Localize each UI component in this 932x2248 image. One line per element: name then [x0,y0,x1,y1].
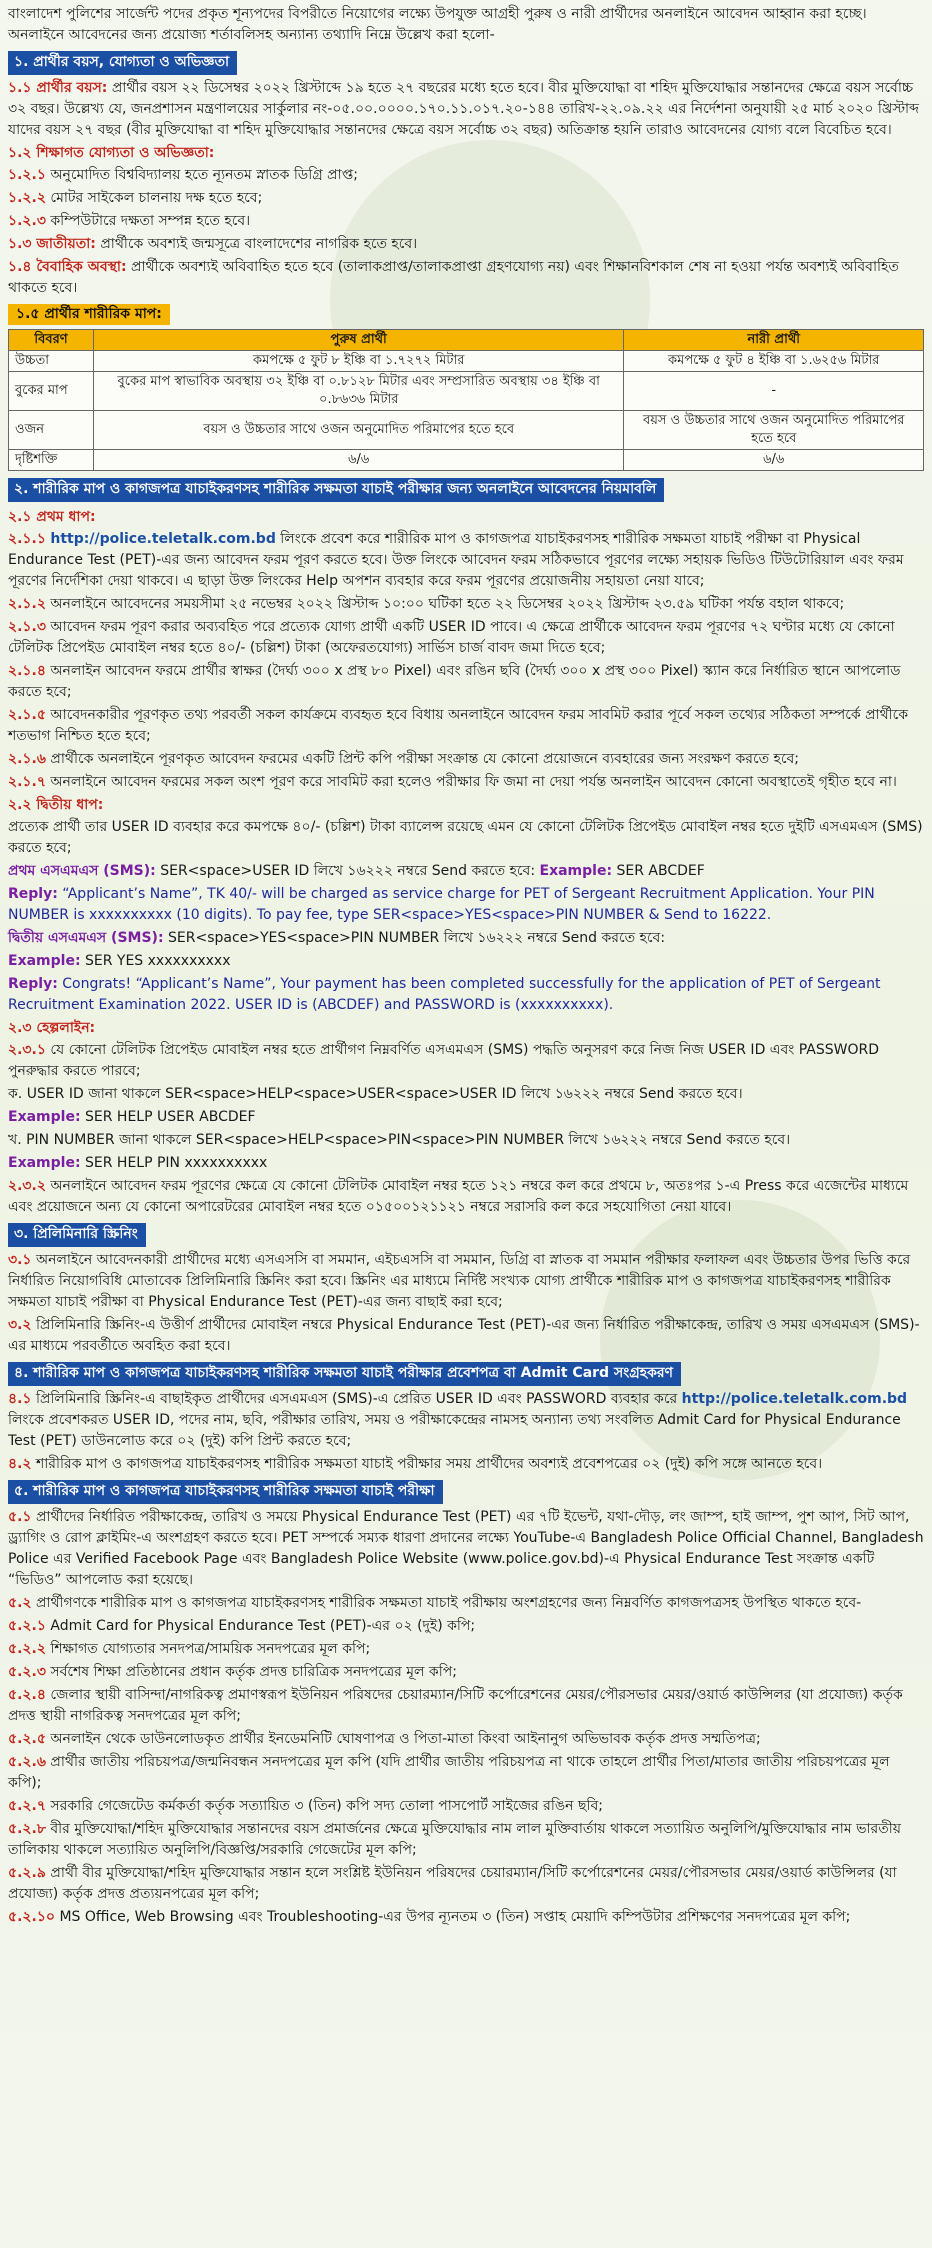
section-2-header: ২. শারীরিক মাপ ও কাগজপত্র যাচাইকরণসহ শারীরিক সক্ষমতা যাচাই পরীক্ষার জন্য অনলাইনে আবেদনের নিয়মাবলি [8,478,664,502]
table-cell: বুকের মাপ স্বাভাবিক অবস্থায় ৩২ ইঞ্চি বা ০.৮১২৮ মিটার এবং সম্প্রসারিত অবস্থায় ৩৪ ইঞ্চি বা ০.৮৬৩৬ মিটার [94,372,624,411]
item-number: ৪.২ [8,1456,32,1472]
education-item [8,211,924,232]
education-item [8,188,924,209]
item-text: আবেদন ফরম পূরণ করার অব্যবহিত পরে প্রত্যেক যোগ্য প্রার্থী একটি USER ID পাবে। এ ক্ষেত্রে প্রার্থীকে আবেদন ফরম পূরণের ৭২ ঘণ্টার মধ্যে যে কোনো টেলিটক প্রিপেইড মোবাইল নম্বর হতে ৪০/- (চল্লিশ) টাকা (অফেরতযোগ্য) সার্ভিস চার্জ বাবদ জমা দিতে হবে; [8,619,895,656]
item-text: জেলার স্থায়ী বাসিন্দা/নাগরিকত্ব প্রমাণস্বরূপ ইউনিয়ন পরিষদের চেয়ারম্যান/সিটি কর্পোরেশনের মেয়র/পৌরসভার মেয়র/ওয়ার্ড কাউন্সিলর (যা প্রযোজ্য) কর্তৃক প্রদত্ত স্থায়ী নাগরিকত্ব সনদপত্রের মূল কপি; [8,1687,903,1724]
age-label: ১.১ প্রার্থীর বয়স: [8,80,108,96]
section-3-header: ৩. প্রিলিমিনারি স্ক্রিনিং [8,1223,146,1247]
item-text: প্রার্থীদের নির্ধারিত পরীক্ষাকেন্দ্র, তারিখ ও সময়ে Physical Endurance Test (PET) এর ৭টি ইভেন্ট, যথা-দৌড়, লং জাম্প, হাই জাম্প, পুশ আপ, সিট আপ, ড্র্যাগিং ও রোপ ক্লাইমিং-এ অংশগ্রহণ করতে হবে। PET সম্পর্কে সম্যক ধারণা প্রদানের লক্ষ্যে YouTube-এ Bangladesh Police Official Channel, Bangladesh Police এর Verified Facebook Page এবং Bangladesh Police Website (www.police.gov.bd)-এ Physical Endurance Test সংক্রান্ত একটি “ভিডিও” আপলোড করা হয়েছে। [8,1509,924,1588]
table-header-cell: নারী প্রার্থী [624,330,924,351]
helpline-item [8,1176,924,1218]
item-text: প্রার্থীর জাতীয় পরিচয়পত্র/জন্মনিবন্ধন সনদপত্রের মূল কপি (যদি প্রার্থীর জাতীয় পরিচয়পত্র না থাকে তাহলে প্রার্থীর পিতা/মাতার জাতীয় পরিচয়পত্রের মূল কপি); [8,1754,890,1791]
section-1-header: ১. প্রার্থীর বয়স, যোগ্যতা ও অভিজ্ঞতা [8,51,237,75]
table-row [9,351,924,372]
education-header: ১.২ শিক্ষাগত যোগ্যতা ও অভিজ্ঞতা: [8,145,215,161]
table-row [9,372,924,411]
item-text: মোটর সাইকেল চালনায় দক্ষ হতে হবে; [50,190,263,206]
item-number: ২.১.৫ [8,707,46,723]
screening-item [8,1315,924,1357]
step-1-item [8,529,924,592]
reply-text: Congrats! “Applicant’s Name”, Your payment has been completed successfully for the application of PET of Sergeant Recruitment Examination 2022. USER ID is (ABCDEF) and PASSWORD is (xxxxxxxxxx). [8,976,881,1013]
item-number: ১.২.২ [8,190,46,206]
item-text: প্রার্থীগণকে শারীরিক মাপ ও কাগজপত্র যাচাইকরণসহ শারীরিক সক্ষমতা যাচাই পরীক্ষায় অংশগ্রহণের জন্য নিম্নবর্ণিত কাগজপত্রসহ উপস্থিত থাকতে হবে- [35,1595,862,1611]
item-number: ৩.১ [8,1252,32,1268]
item-number: ৫.২ [8,1595,32,1611]
item-text: কম্পিউটারে দক্ষতা সম্পন্ন হতে হবে। [50,213,251,229]
item-text: শিক্ষাগত যোগ্যতার সনদপত্র/সাময়িক সনদপত্রের মূল কপি; [50,1641,371,1657]
helpline-sub-a: ক. USER ID জানা থাকলে SER<space>HELP<space>USER<space>USER ID লিখে ১৬২২২ নম্বরে Send করতে হবে। [8,1086,743,1102]
item-text: লিংকে প্রবেশ করে শারীরিক মাপ ও কাগজপত্র যাচাইকরণসহ শারীরিক সক্ষমতা যাচাই পরীক্ষা বা Physical Endurance Test (PET)-এর জন্য আবেদন ফরম পূরণ করতে হবে। উক্ত লিংকে আবেদন ফরম সঠিকভাবে পূরণের লক্ষ্যে সহায়ক ভিডিও টিউটোরিয়াল এবং ফরম পূরণের নির্দেশিকা দেয়া থাকবে। এ ছাড়া উক্ত লিংকের Help অপশন ব্যবহার করে ফরম পূরণের প্রয়োজনীয় সহায়তা নেয়া যাবে; [8,531,904,589]
item-number: ২.৩.১ [8,1042,46,1058]
nationality-label: ১.৩ জাতীয়তা: [8,236,96,252]
item-number: ৫.২.৬ [8,1754,46,1770]
item-text: প্রার্থী বীর মুক্তিযোদ্ধা/শহিদ মুক্তিযোদ্ধার সন্তান হলে সংশ্লিষ্ট ইউনিয়ন পরিষদের চেয়ারম্যান/সিটি কর্পোরেশনের মেয়র/পৌরসভার মেয়র/ওয়ার্ড কাউন্সিলর (যা প্রযোজ্য) কর্তৃক প্রদত্ত প্রত্যয়নপত্রের মূল কপি; [8,1865,897,1902]
section-4-header: ৪. শারীরিক মাপ ও কাগজপত্র যাচাইকরণসহ শারীরিক সক্ষমতা যাচাই পরীক্ষার প্রবেশপত্র বা Admit Card সংগ্রহকরণ [8,1362,681,1386]
pet-item [8,1507,924,1591]
physical-measure-table [8,329,924,471]
document-list-item [8,1662,924,1683]
document-list-item [8,1907,924,1928]
sms-1-text: SER<space>USER ID লিখে ১৬২২২ নম্বরে Send করতে হবে: [160,863,536,879]
item-number: ৫.২.৪ [8,1687,46,1703]
marital-text: প্রার্থীকে অবশ্যই অবিবাহিত হতে হবে (তালাকপ্রাপ্ত/তালাকপ্রাপ্তা গ্রহণযোগ্য নয়) এবং শিক্ষানবিশকাল শেষ না হওয়া পর্যন্ত অবশ্যই অবিবাহিত থাকতে হবে। [8,259,899,296]
table-cell: উচ্চতা [9,351,94,372]
step-1-item [8,661,924,703]
item-text: অনলাইনে আবেদন ফরম পূরণের ক্ষেত্রে যে কোনো টেলিটক মোবাইল নম্বর হতে ১২১ নম্বরে কল করে প্রথমে ৮, অতঃপর ১-এ Press করে এজেন্টের মাধ্যমে এবং প্রয়োজনে অন্য যে কোনো অপারেটরের মোবাইল নম্বর হতে ০১৫০০১২১১২১ নম্বরে সরাসরি কল করে সহযোগিতা নেয়া যাবে। [8,1178,909,1215]
item-number: ৩.২ [8,1317,32,1333]
table-cell: কমপক্ষে ৫ ফুট ৪ ইঞ্চি বা ১.৬২৫৬ মিটার [624,351,924,372]
step-1-item [8,594,924,615]
table-header-row [9,330,924,351]
sms-2-example [8,951,924,972]
step-2-text: প্রত্যেক প্রার্থী তার USER ID ব্যবহার করে কমপক্ষে ৪০/- (চল্লিশ) টাকা ব্যালেন্স রয়েছে এমন যে কোনো টেলিটক প্রিপেইড মোবাইল নম্বর হতে দুইটি এসএমএস (SMS) করতে হবে; [8,819,923,856]
document-list-item [8,1616,924,1637]
item-text: বীর মুক্তিযোদ্ধা/শহিদ মুক্তিযোদ্ধার সন্তানদের বয়স প্রমার্জনের ক্ষেত্রে মুক্তিযোদ্ধার নাম লাল মুক্তিবার্তায় থাকলে সত্যায়িত অনুলিপি/মুক্তিযোদ্ধার নাম ভারতীয় তালিকায় থাকলে সত্যায়িত অনুলিপি/বিজ্ঞপ্তি/সরকারি গেজেটের মূল কপি; [8,1821,902,1858]
pet-item [8,1593,924,1614]
table-cell: বুকের মাপ [9,372,94,411]
item-number: ২.১.১ [8,531,46,547]
reply-1 [8,884,924,926]
example-value: SER HELP PIN xxxxxxxxxx [85,1155,268,1171]
document-list-item [8,1729,924,1750]
item-text: অনলাইনে আবেদনকারী প্রার্থীদের মধ্যে এসএসসি বা সমমান, এইচএসসি বা সমমান, ডিগ্রি বা স্নাতক বা সমমান পরীক্ষার ফলাফল এবং উচ্চতার উপর ভিত্তি করে নির্ধারিত নিয়োগবিধি মোতাবেক প্রিলিমিনারি স্ক্রিনিং করা হবে। স্ক্রিনিং এর মাধ্যমে নির্দিষ্ট সংখ্যক যোগ্য প্রার্থীকে শারীরিক মাপ ও কাগজপত্র যাচাইকরণসহ শারীরিক সক্ষমতা যাচাই পরীক্ষা বা Physical Endurance Test (PET)-এর জন্য বাছাই করা হবে; [8,1252,911,1310]
teletalk-link[interactable]: http://police.teletalk.com.bd [50,531,276,547]
step-1-item [8,705,924,747]
item-text: অনলাইনে আবেদনের সময়সীমা ২৫ নভেম্বর ২০২২ খ্রিস্টাব্দ ১০:০০ ঘটিকা হতে ২২ ডিসেম্বর ২০২২ খ্রিস্টাব্দ ২৩.৫৯ ঘটিকা পর্যন্ত বহাল থাকবে; [50,596,845,612]
item-text: শারীরিক মাপ ও কাগজপত্র যাচাইকরণসহ শারীরিক সক্ষমতা যাচাই পরীক্ষার সময় প্রার্থীদের অবশ্যই প্রবেশপত্রের ০২ (দুই) কপি সঙ্গে আনতে হবে। [35,1456,823,1472]
document-list-item [8,1752,924,1794]
item-text: অনুমোদিত বিশ্ববিদ্যালয় হতে ন্যূনতম স্নাতক ডিগ্রি প্রাপ্ত; [50,167,358,183]
item-text: অনলাইন থেকে ডাউনলোডকৃত প্রার্থীর ইনডেমনিটি ঘোষণাপত্র ও পিতা-মাতা কিংবা আইনানুগ অভিভাবক কর্তৃক প্রদত্ত সম্মতিপত্র; [50,1731,761,1747]
step-1-header: ২.১ প্রথম ধাপ: [8,509,96,525]
table-row [9,411,924,450]
document-list-item [8,1796,924,1817]
example-label: Example: [8,1109,81,1125]
item-text: লিংকে প্রবেশকরত USER ID, পদের নাম, ছবি, পরীক্ষার তারিখ, সময় ও পরীক্ষাকেন্দ্রের নামসহ অন্যান্য তথ্য সংবলিত Admit Card for Physical Endurance Test (PET) ডাউনলোড করে ০২ (দুই) কপি প্রিন্ট করতে হবে; [8,1412,901,1449]
reply-label: Reply: [8,886,58,902]
table-cell: কমপক্ষে ৫ ফুট ৮ ইঞ্চি বা ১.৭২৭২ মিটার [94,351,624,372]
item-number: ২.১.৬ [8,751,46,767]
age-text: প্রার্থীর বয়স ২২ ডিসেম্বর ২০২২ খ্রিস্টাব্দে ১৯ হতে ২৭ বছরের মধ্যে হতে হবে। বীর মুক্তিযোদ্ধা বা শহিদ মুক্তিযোদ্ধার সন্তানদের ক্ষেত্রে বয়স সর্বোচ্চ ৩২ বছর। উল্লেখ্য যে, জনপ্রশাসন মন্ত্রণালয়ের সার্কুলার নং-০৫.০০.০০০০.১৭০.১১.০১৭.২০-১৪৪ তারিখ-২২.০৯.২২ এর নির্দেশনা অনুযায়ী ২৫ মার্চ ২০২০ খ্রিস্টাব্দ যাদের বয়স ২৭ বছর (বীর মুক্তিযোদ্ধা বা শহিদ মুক্তিযোদ্ধার সন্তানদের ক্ষেত্রে বয়স সর্বোচ্চ ৩২ বছর) অতিক্রান্ত হয়নি তারাও আবেদনের যোগ্য বলে বিবেচিত হবে। [8,80,919,138]
item-number: ৫.২.৯ [8,1865,46,1881]
table-cell: - [624,372,924,411]
item-text: MS Office, Web Browsing এবং Troubleshooting-এর উপর ন্যূনতম ৩ (তিন) সপ্তাহ মেয়াদি কম্পিউটার প্রশিক্ষণের সনদপত্রের মূল কপি; [59,1909,851,1925]
sms-2-text: SER<space>YES<space>PIN NUMBER লিখে ১৬২২২ নম্বরে Send করতে হবে: [168,930,666,946]
nationality-item [8,234,924,255]
admit-card-item [8,1454,924,1475]
table-cell: ৬/৬ [624,450,924,471]
table-cell: বয়স ও উচ্চতার সাথে ওজন অনুমোদিত পরিমাপের হতে হবে [624,411,924,450]
item-number: ১.২.৩ [8,213,46,229]
example-value: SER ABCDEF [616,863,705,879]
item-number: ৫.২.১০ [8,1909,56,1925]
item-number: ৫.২.৮ [8,1821,46,1837]
sms-1-line [8,861,924,882]
section-5-header: ৫. শারীরিক মাপ ও কাগজপত্র যাচাইকরণসহ শারীরিক সক্ষমতা যাচাই পরীক্ষা [8,1480,443,1504]
item-number: ৫.২.৭ [8,1798,46,1814]
item-number: ২.১.৪ [8,663,46,679]
document-list-item [8,1639,924,1660]
example-label: Example: [8,953,81,969]
table-cell: বয়স ও উচ্চতার সাথে ওজন অনুমোদিত পরিমাপের হতে হবে [94,411,624,450]
item-text: প্রিলিমিনারি স্ক্রিনিং-এ বাছাইকৃত প্রার্থীদের এসএমএস (SMS)-এ প্রেরিত USER ID এবং PASSWORD ব্যবহার করে [35,1391,678,1407]
step-2-header: ২.২ দ্বিতীয় ধাপ: [8,797,104,813]
item-text: সরকারি গেজেটেড কর্মকর্তা কর্তৃক সত্যায়িত ৩ (তিন) কপি সদ্য তোলা পাসপোর্ট সাইজের রঙিন ছবি; [50,1798,603,1814]
item-number: ১.২.১ [8,167,46,183]
document-list-item [8,1863,924,1905]
item-number: ৫.২.২ [8,1641,46,1657]
item-number: ২.১.৩ [8,619,46,635]
item-number: ৫.১ [8,1509,32,1525]
marital-label: ১.৪ বৈবাহিক অবস্থা: [8,259,127,275]
document-list-item [8,1685,924,1727]
item-number: ২.১.৭ [8,774,46,790]
example-value: SER YES xxxxxxxxxx [85,953,231,969]
intro-paragraph: বাংলাদেশ পুলিশের সার্জেন্ট পদের প্রকৃত শূন্যপদের বিপরীতে নিয়োগের লক্ষ্যে উপযুক্ত আগ্রহী পুরুষ ও নারী প্রার্থীদের অনলাইনে আবেদন আহ্বান করা হচ্ছে। অনলাইনে আবেদনের জন্য প্রয়োজ্য শর্তাবলিসহ অন্যান্য তথ্যাদি নিম্নে উল্লেখ করা হলো- [8,6,867,43]
helpline-example-b [8,1153,924,1174]
screening-item [8,1250,924,1313]
sms-2-line [8,928,924,949]
admit-card-item [8,1389,924,1452]
item-text: প্রার্থীকে অনলাইনে পূরণকৃত আবেদন ফরমের একটি প্রিন্ট কপি পরীক্ষা সংক্রান্ত যে কোনো প্রয়োজনে ব্যবহারের জন্য সংরক্ষণ করতে হবে; [50,751,800,767]
item-text: অনলাইন আবেদন ফরমে প্রার্থীর স্বাক্ষর (দৈর্ঘ্য ৩০০ x প্রস্থ ৮০ Pixel) এবং রঙিন ছবি (দৈর্ঘ্য ৩০০ x প্রস্থ ৩০০ Pixel) স্ক্যান করে নির্ধারিত স্থানে আপলোড করতে হবে; [8,663,901,700]
item-text: যে কোনো টেলিটক প্রিপেইড মোবাইল নম্বর হতে প্রার্থীগণ নিম্নবর্ণিত এসএমএস (SMS) পদ্ধতি অনুসরণ করে নিজ নিজ USER ID এবং PASSWORD পুনরুদ্ধার করতে পারবে; [8,1042,879,1079]
reply-2 [8,974,924,1016]
item-number: ৫.২.৫ [8,1731,46,1747]
item-text: অনলাইনে আবেদন ফরমের সকল অংশ পূরণ করে সাবমিট করা হলেও পরীক্ষার ফি জমা না দেয়া পর্যন্ত অনলাইন আবেদন কোনো অবস্থাতেই গৃহীত হবে না। [50,774,897,790]
helpline-item [8,1040,924,1082]
table-row [9,450,924,471]
physical-measure-header: ১.৫ প্রার্থীর শারীরিক মাপ: [8,304,170,325]
reply-text: “Applicant’s Name”, TK 40/- will be charged as service charge for PET of Sergeant Recruitment Application. Your PIN NUMBER is xxxxxxxxxx (10 digits). To pay fee, type SER<space>YES<space>PIN NUMBER & Send to 16222. [8,886,875,923]
sms-1-label: প্রথম এসএমএস (SMS): [8,863,156,879]
example-value: SER HELP USER ABCDEF [85,1109,256,1125]
item-text: Admit Card for Physical Endurance Test (PET)-এর ০২ (দুই) কপি; [50,1618,476,1634]
reply-label: Reply: [8,976,58,992]
helpline-example-a [8,1107,924,1128]
education-item [8,165,924,186]
example-label: Example: [8,1155,81,1171]
step-1-item [8,772,924,793]
item-text: আবেদনকারীর পূরণকৃত তথ্য পরবর্তী সকল কার্যক্রমে ব্যবহৃত হবে বিধায় অনলাইনে আবেদন ফরম সাবমিট করার পূর্বে সকল তথ্যের সঠিকতা সম্পর্কে প্রার্থীকে শতভাগ নিশ্চিত হতে হবে; [8,707,909,744]
example-label: Example: [539,863,613,879]
item-number: ২.১.২ [8,596,46,612]
table-header-cell: বিবরণ [9,330,94,351]
table-cell: দৃষ্টিশক্তি [9,450,94,471]
nationality-text: প্রার্থীকে অবশ্যই জন্মসূত্রে বাংলাদেশের নাগরিক হতে হবে। [100,236,418,252]
item-number: ২.৩.২ [8,1178,46,1194]
table-cell: ওজন [9,411,94,450]
helpline-header: ২.৩ হেল্পলাইন: [8,1020,96,1036]
table-cell: ৬/৬ [94,450,624,471]
step-1-item [8,617,924,659]
item-number: ৫.২.৩ [8,1664,46,1680]
age-item [8,78,924,141]
sms-2-label: দ্বিতীয় এসএমএস (SMS): [8,930,164,946]
item-number: ৫.২.১ [8,1618,46,1634]
item-number: ৪.১ [8,1391,32,1407]
item-text: প্রিলিমিনারি স্ক্রিনিং-এ উত্তীর্ণ প্রার্থীদের মোবাইল নম্বরে Physical Endurance Test (PET)-এর জন্য নির্ধারিত পরীক্ষাকেন্দ্র, তারিখ ও সময় এসএমএস (SMS)-এর মাধ্যমে পরবর্তীতে অবহিত করা হবে। [8,1317,920,1354]
table-header-cell: পুরুষ প্রার্থী [94,330,624,351]
item-text: সর্বশেষ শিক্ষা প্রতিষ্ঠানের প্রধান কর্তৃক প্রদত্ত চারিত্রিক সনদপত্রের মূল কপি; [50,1664,457,1680]
document-list-item [8,1819,924,1861]
teletalk-link[interactable]: http://police.teletalk.com.bd [681,1391,908,1407]
marital-item [8,257,924,299]
helpline-sub-b: খ. PIN NUMBER জানা থাকলে SER<space>HELP<space>PIN<space>PIN NUMBER লিখে ১৬২২২ নম্বরে Send করতে হবে। [8,1132,791,1148]
step-1-item [8,749,924,770]
